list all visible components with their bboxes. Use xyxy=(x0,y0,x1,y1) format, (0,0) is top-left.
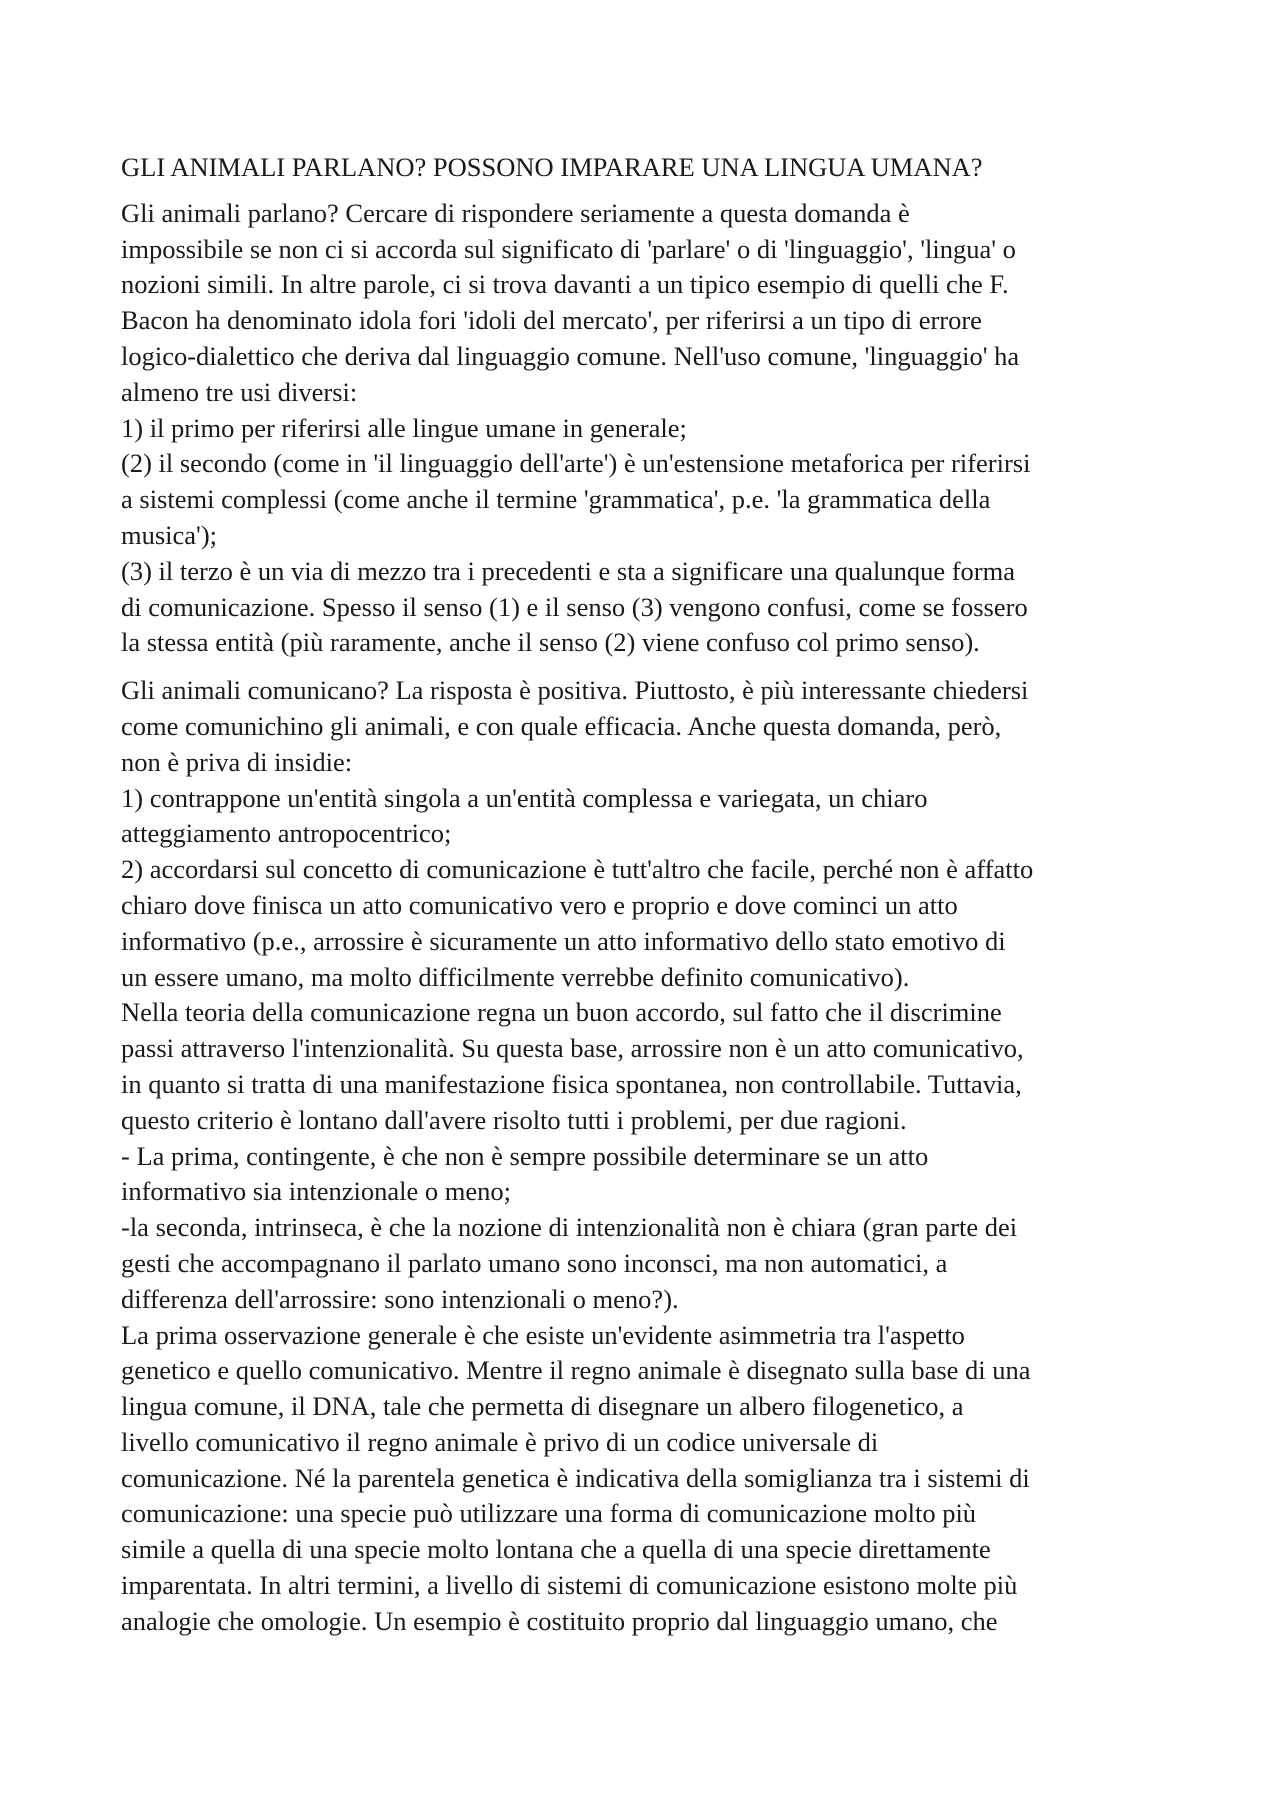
text-line: a sistemi complessi (come anche il termine 'grammatica', p.e. 'la grammatica della xyxy=(121,484,991,515)
text-line: Gli animali comunicano? La risposta è positiva. Piuttosto, è più interessante chiedersi xyxy=(121,675,1029,706)
text-line: nozioni simili. In altre parole, ci si trova davanti a un tipico esempio di quelli che F. xyxy=(121,269,1009,300)
text-line: 1) contrappone un'entità singola a un'entità complessa e variegata, un chiaro xyxy=(121,782,928,813)
text-line: comunicazione: una specie può utilizzare una forma di comunicazione molto più xyxy=(121,1498,977,1529)
text-line: informativo sia intenzionale o meno; xyxy=(121,1176,512,1207)
text-line: simile a quella di una specie molto lontana che a quella di una specie direttamente xyxy=(121,1534,991,1565)
text-line: - La prima, contingente, è che non è sempre possibile determinare se un atto xyxy=(121,1140,929,1171)
text-line: lingua comune, il DNA, tale che permetta di disegnare un albero filogenetico, a xyxy=(121,1391,964,1422)
text-line: in quanto si tratta di una manifestazione fisica spontanea, non controllabile. Tuttavia, xyxy=(121,1068,1022,1099)
text-line: informativo (p.e., arrossire è sicuramente un atto informativo dello stato emotivo di xyxy=(121,925,1006,956)
text-line: impossibile se non ci si accorda sul significato di 'parlare' o di 'linguaggio', 'lingua' o xyxy=(121,233,1016,264)
text-line: (3) il terzo è un via di mezzo tra i precedenti e sta a significare una qualunque forma xyxy=(121,555,1015,586)
text-line: atteggiamento antropocentrico; xyxy=(121,818,452,849)
document-page xyxy=(121,150,1181,1652)
text-line: gesti che accompagnano il parlato umano sono inconsci, ma non automatici, a xyxy=(121,1247,948,1278)
text-line: differenza dell'arrossire: sono intenzionali o meno?). xyxy=(121,1283,679,1314)
document-body xyxy=(121,196,1181,1640)
text-line: almeno tre usi diversi: xyxy=(121,376,358,407)
text-line: imparentata. In altri termini, a livello di sistemi di comunicazione esistono molte più xyxy=(121,1570,1018,1601)
text-line: 1) il primo per riferirsi alle lingue umane in generale; xyxy=(121,412,687,443)
paragraph xyxy=(121,196,1181,661)
text-line: Nella teoria della comunicazione regna un buon accordo, sul fatto che il discrimine xyxy=(121,997,1002,1028)
text-line: genetico e quello comunicativo. Mentre il regno animale è disegnato sulla base di una xyxy=(121,1355,1031,1386)
text-line: chiaro dove finisca un atto comunicativo vero e proprio e dove cominci un atto xyxy=(121,889,958,920)
text-line: comunicazione. Né la parentela genetica è indicativa della somiglianza tra i sistemi di xyxy=(121,1462,1030,1493)
text-line: Bacon ha denominato idola fori 'idoli del mercato', per riferirsi a un tipo di errore xyxy=(121,305,982,336)
text-line: come comunichino gli animali, e con quale efficacia. Anche questa domanda, però, xyxy=(121,710,1002,741)
text-line: Gli animali parlano? Cercare di rispondere seriamente a questa domanda è xyxy=(121,197,910,228)
text-line: (2) il secondo (come in 'il linguaggio dell'arte') è un'estensione metaforica per riferirsi xyxy=(121,448,1031,479)
text-line: musica'); xyxy=(121,519,218,550)
text-line: logico-dialettico che deriva dal linguaggio comune. Nell'uso comune, 'linguaggio' ha xyxy=(121,340,1020,371)
document-title: GLI ANIMALI PARLANO? POSSONO IMPARARE UNA LINGUA UMANA? xyxy=(121,152,983,182)
text-line: di comunicazione. Spesso il senso (1) e il senso (3) vengono confusi, come se fossero xyxy=(121,591,1028,622)
text-line: la stessa entità (più raramente, anche il senso (2) viene confuso col primo senso). xyxy=(121,627,980,658)
text-line: non è priva di insidie: xyxy=(121,746,353,777)
text-line: un essere umano, ma molto difficilmente verrebbe definito comunicativo). xyxy=(121,961,910,992)
text-line: questo criterio è lontano dall'avere risolto tutti i problemi, per due ragioni. xyxy=(121,1104,907,1135)
paragraph xyxy=(121,673,1181,1640)
text-line: livello comunicativo il regno animale è privo di un codice universale di xyxy=(121,1426,879,1457)
text-line: 2) accordarsi sul concetto di comunicazione è tutt'altro che facile, perché non è affatto xyxy=(121,854,1034,885)
text-line: La prima osservazione generale è che esiste un'evidente asimmetria tra l'aspetto xyxy=(121,1319,965,1350)
text-line: analogie che omologie. Un esempio è costituito proprio dal linguaggio umano, che xyxy=(121,1605,998,1636)
text-line: -la seconda, intrinseca, è che la nozione di intenzionalità non è chiara (gran parte dei xyxy=(121,1212,1018,1243)
text-line: passi attraverso l'intenzionalità. Su questa base, arrossire non è un atto comunicativo, xyxy=(121,1033,1024,1064)
